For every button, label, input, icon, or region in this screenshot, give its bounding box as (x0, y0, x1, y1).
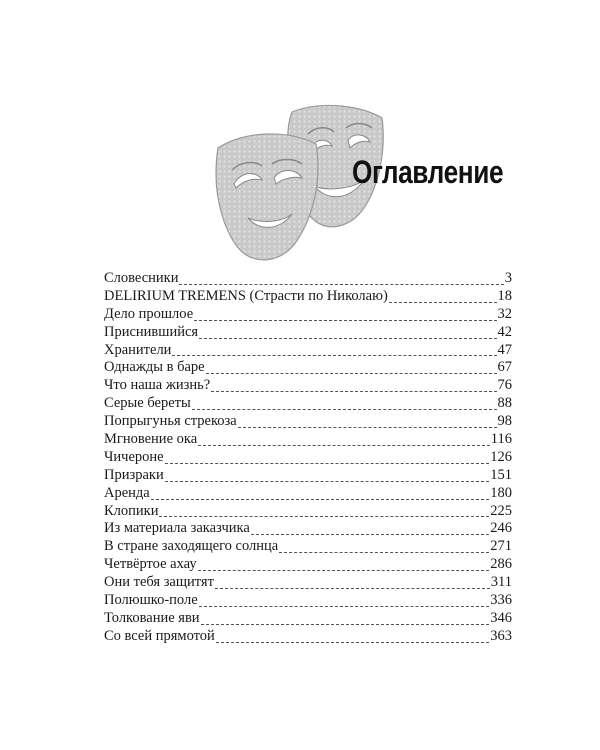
toc-entry-page-number: 286 (490, 556, 512, 573)
dotted-leader (165, 462, 490, 464)
dotted-leader (198, 569, 490, 571)
toc-entry-page-number: 98 (497, 413, 512, 430)
toc-entry[interactable] (104, 270, 512, 288)
page-title: Оглавление (352, 154, 504, 190)
toc-entry-page-number: 151 (490, 466, 512, 483)
toc-entry[interactable] (104, 485, 512, 503)
toc-entry-page-number: 346 (490, 609, 512, 626)
toc-entry-page-number: 271 (490, 538, 512, 555)
dotted-leader (165, 480, 490, 482)
toc-entry-page-number: 88 (497, 395, 512, 412)
toc-entry-page-number: 67 (497, 359, 512, 376)
toc-entry[interactable] (104, 342, 512, 360)
toc-entry-label: Аренда (104, 484, 150, 501)
toc-entry-page-number: 336 (490, 592, 512, 609)
toc-entry-page-number: 18 (497, 287, 512, 304)
toc-entry-page-number: 32 (497, 305, 512, 322)
toc-entry[interactable] (104, 467, 512, 485)
dotted-leader (251, 533, 489, 535)
toc-entry-label: Однажды в баре (104, 359, 205, 376)
toc-entry-label: Из материала заказчика (104, 520, 250, 537)
dotted-leader (211, 390, 496, 392)
dotted-leader (206, 372, 497, 374)
toc-entry-label: Приснившийся (104, 323, 199, 340)
toc-entry[interactable] (104, 395, 512, 413)
toc-entry-page-number: 311 (490, 574, 512, 591)
toc-entry-page-number: 3 (504, 270, 512, 286)
toc-entry[interactable] (104, 610, 512, 628)
dotted-leader (199, 337, 496, 339)
tragedy-mask-icon (216, 134, 318, 260)
toc-entry-label: Они тебя защитят (104, 574, 214, 591)
toc-entry-label: Клопики (104, 502, 159, 519)
toc-entry[interactable] (104, 556, 512, 574)
toc-entry-label: Призраки (104, 466, 164, 483)
toc-entry[interactable] (104, 520, 512, 538)
dotted-leader (389, 301, 497, 303)
dotted-leader (215, 587, 490, 589)
toc-entry-page-number: 225 (490, 502, 512, 519)
dotted-leader (279, 551, 489, 553)
dotted-leader (199, 605, 490, 607)
dotted-leader (198, 444, 490, 446)
toc-entry-page-number: 42 (497, 323, 512, 340)
toc-entry-label: Толкование яви (104, 609, 200, 626)
toc-entry-label: Серые береты (104, 395, 191, 412)
toc-entry-label: Четвёртое ахау (104, 556, 197, 573)
toc-entry[interactable] (104, 449, 512, 467)
toc-entry-label: Словесники (104, 270, 179, 286)
toc-entry[interactable] (104, 574, 512, 592)
dotted-leader (238, 426, 497, 428)
toc-entry-page-number: 116 (490, 431, 512, 448)
toc-entry-page-number: 47 (497, 341, 512, 358)
dotted-leader (151, 498, 490, 500)
toc-entry-label: DELIRIUM TREMENS (Страсти по Николаю) (104, 287, 388, 304)
toc-entry-label: В стране заходящего солнца (104, 538, 279, 555)
dotted-leader (179, 283, 503, 285)
toc-entry[interactable] (104, 377, 512, 395)
toc-entry-page-number: 180 (490, 484, 512, 501)
toc-entry-label: Мгновение ока (104, 431, 198, 448)
toc-entry-page-number: 126 (490, 448, 512, 465)
dotted-leader (192, 408, 497, 410)
toc-entry-page-number: 246 (490, 520, 512, 537)
dotted-leader (216, 641, 489, 643)
toc-entry[interactable] (104, 306, 512, 324)
toc-entry-label: Полюшко-поле (104, 592, 198, 609)
toc-entry-label: Со всей прямотой (104, 627, 215, 644)
toc-entry-page-number: 76 (497, 377, 512, 394)
toc-entry-page-number: 363 (490, 627, 512, 644)
toc-entry[interactable] (104, 503, 512, 521)
toc-entry-label: Попрыгунья стрекоза (104, 413, 237, 430)
toc-entry-label: Чичероне (104, 448, 164, 465)
toc-entry[interactable] (104, 592, 512, 610)
toc-entry[interactable] (104, 359, 512, 377)
toc-entry[interactable] (104, 324, 512, 342)
dotted-leader (194, 319, 496, 321)
toc-entry-label: Дело прошлое (104, 305, 194, 322)
dotted-leader (201, 623, 490, 625)
toc-entry[interactable] (104, 628, 512, 646)
dotted-leader (159, 515, 489, 517)
toc-entry[interactable] (104, 538, 512, 556)
dotted-leader (172, 354, 496, 356)
toc-entry[interactable] (104, 413, 512, 431)
toc-entry-label: Хранители (104, 341, 172, 358)
toc-entry-label: Что наша жизнь? (104, 377, 211, 394)
table-of-contents (104, 270, 512, 646)
toc-entry[interactable] (104, 288, 512, 306)
toc-entry[interactable] (104, 431, 512, 449)
